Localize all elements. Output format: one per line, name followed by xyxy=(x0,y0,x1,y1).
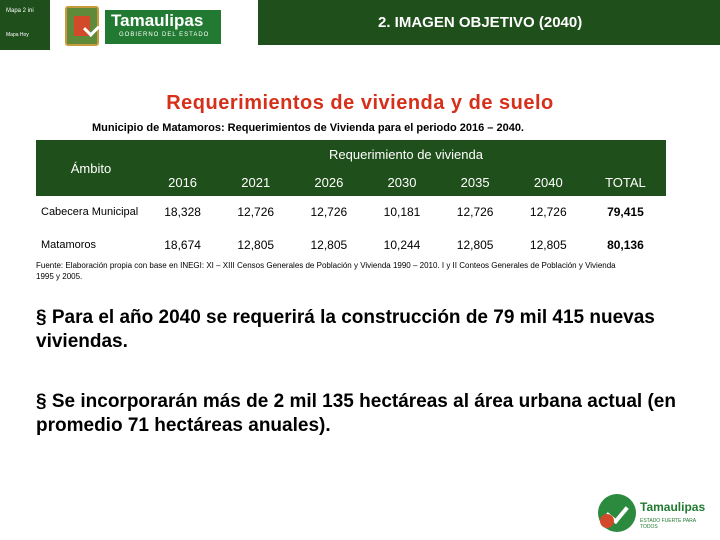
state-seal-icon xyxy=(65,6,99,46)
year-header: 2035 xyxy=(439,169,512,196)
table-cell: 10,244 xyxy=(365,229,438,262)
table-cell: 12,726 xyxy=(219,196,292,229)
table-cell: 12,805 xyxy=(219,229,292,262)
corner-box-line2: Mapa Hoy xyxy=(6,32,29,38)
bullet-list xyxy=(36,306,696,474)
page-title: Requerimientos de vivienda y de suelo xyxy=(166,92,554,114)
brand-subtitle: GOBIERNO DEL ESTADO xyxy=(119,32,210,38)
requirement-group-header: Requerimiento de vivienda xyxy=(146,140,666,169)
row-label: Cabecera Municipal xyxy=(36,196,146,229)
brand-banner xyxy=(105,10,221,44)
table-cell: 12,805 xyxy=(292,229,365,262)
table-cell: 12,726 xyxy=(439,196,512,229)
housing-requirements-table xyxy=(36,140,666,262)
top-bar xyxy=(0,0,720,60)
table-row xyxy=(36,229,666,262)
year-header: 2021 xyxy=(219,169,292,196)
year-header: 2016 xyxy=(146,169,219,196)
year-header: 2026 xyxy=(292,169,365,196)
ambito-header: Ámbito xyxy=(36,140,146,196)
bullet-item: § Se incorporarán más de 2 mil 135 hectáreas al área urbana actual (en promedio 71 hectáreas anuales). xyxy=(36,391,676,436)
brand-name: Tamaulipas xyxy=(111,11,204,30)
tamaulipas-emblem-icon xyxy=(598,494,636,532)
section-title: 2. IMAGEN OBJETIVO (2040) xyxy=(378,14,583,31)
table-caption: Municipio de Matamoros: Requerimientos de Vivienda para el periodo 2016 – 2040. xyxy=(92,122,524,134)
bullet-item: § Para el año 2040 se requerirá la construcción de 79 mil 415 nuevas viviendas. xyxy=(36,307,655,352)
table-cell: 18,328 xyxy=(146,196,219,229)
total-header: TOTAL xyxy=(585,169,666,196)
table-cell: 10,181 xyxy=(365,196,438,229)
header-band xyxy=(258,0,720,45)
table-cell: 12,805 xyxy=(439,229,512,262)
source-note: Fuente: Elaboración propia con base en INEGI: XI – XIII Censos Generales de Población y Vivienda 1990 – 2010. I y II Conteos Generales de Población y Vivienda 1995 y 2005. xyxy=(36,261,616,281)
tamaulipas-logo-top xyxy=(65,6,225,46)
table-cell: 18,674 xyxy=(146,229,219,262)
table-cell: 12,805 xyxy=(512,229,585,262)
tamaulipas-logo-bottom xyxy=(598,494,710,534)
table-cell: 12,726 xyxy=(292,196,365,229)
total-cell: 79,415 xyxy=(585,196,666,229)
year-header: 2040 xyxy=(512,169,585,196)
total-cell: 80,136 xyxy=(585,229,666,262)
bottom-brand-name: Tamaulipas xyxy=(640,500,706,514)
corner-box xyxy=(0,0,50,50)
table-row xyxy=(36,196,666,229)
corner-box-line1: Mapa 2 ini xyxy=(6,8,34,14)
year-header: 2030 xyxy=(365,169,438,196)
table-cell: 12,726 xyxy=(512,196,585,229)
row-label: Matamoros xyxy=(36,229,146,262)
bottom-brand-tagline: ESTADO FUERTE PARA TODOS xyxy=(640,518,696,530)
